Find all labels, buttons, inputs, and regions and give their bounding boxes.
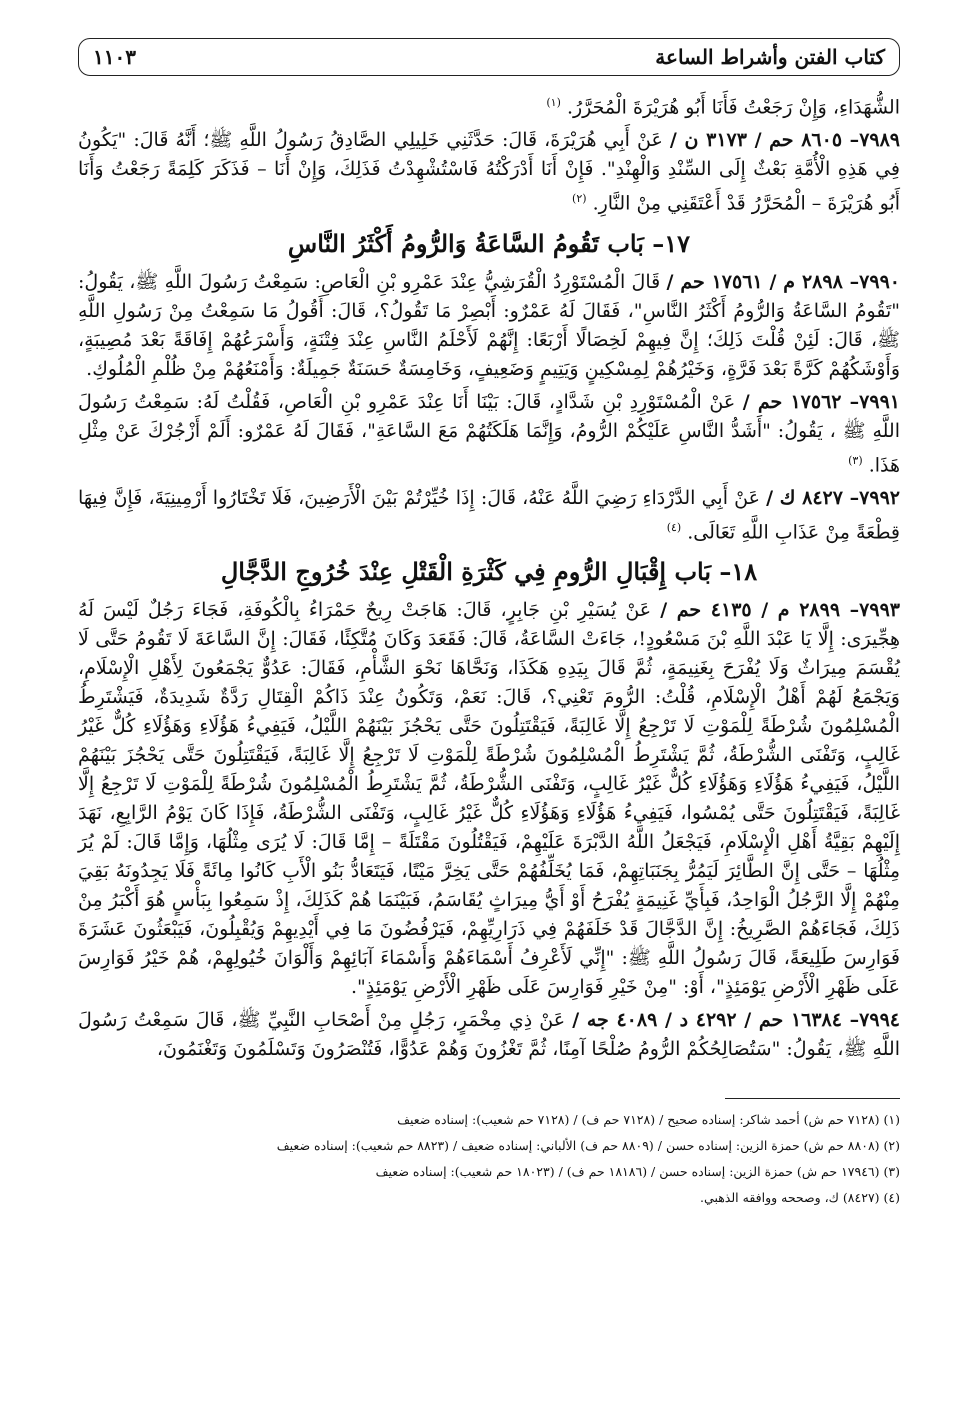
book-title: كتاب الفتن وأشراط الساعة <box>655 45 885 69</box>
footnote-ref: (١) <box>546 96 561 109</box>
footnote-ref: (٤) <box>666 520 682 534</box>
hadith-paragraph <box>78 596 900 1002</box>
hadith-paragraph <box>78 1006 900 1064</box>
hadith-number: ٧٩٩٤– ١٦٣٨٤ حم / ٤٢٩٢ د / ٤٠٨٩ جه / <box>572 1009 900 1032</box>
chapter-heading: ١٨– بَاب إِقْبَالِ الرُّومِ فِي كَثْرَةِ الْقَتْلِ عِنْدَ خُرُوجِ الدَّجَّالِ <box>220 557 758 587</box>
footnote-ref: (٣) <box>848 453 863 467</box>
hadith-text: عَنْ الْمُسْتَوْرِدِ بْنِ شَدَّادٍ، قَالَ: بَيْنَا أَنَا عِنْدَ عَمْرِو بْنِ الْعَاصِ، فَقُلْتُ لَهُ: سَمِعْتُ رَسُولَ اللَّهِ ﷺ ، يَقُولُ: "أَشَدُّ النَّاسِ عَلَيْكُمْ الرُّومُ، وَإِنَّمَا هَلَكَتُهُمْ مَعَ السَّاعَةِ"، فَقَالَ لَهُ عَمْرٌو: أَلَمْ أَزْجُرْكَ عَنْ مِثْلِ هَذَا. <box>78 390 900 476</box>
chapter-heading: ١٧– بَاب تَقُومُ السَّاعَةُ وَالرُّومُ أَكْثَرُ النَّاسِ <box>287 228 691 258</box>
hadith-text: الشُّهَدَاءِ، وَإِنْ رَجَعْتُ فَأَنَا أَبُو هُرَيْرَةَ الْمُحَرَّرُ. <box>566 96 900 119</box>
hadith-paragraph <box>78 268 900 384</box>
hadith-number: ٧٩٩٢– ٨٤٢٧ ك / <box>766 486 900 509</box>
hadith-paragraph <box>78 126 900 218</box>
footnote-ref: (٢) <box>572 192 587 206</box>
hadith-number: ٧٩٩١– ١٧٥٦٢ حم / <box>742 390 900 413</box>
hadith-number: ٧٩٨٩– ٨٦٠٥ حم / ٣١٧٣ ن / <box>669 129 901 152</box>
footnote: (٤) (٨٤٢٧) ك، وصححه ووافقه الذهبي. <box>700 1190 900 1206</box>
hadith-text: عَنْ يُسَيْرِ بْنِ جَابِرٍ، قَالَ: هَاجَتْ رِيحٌ حَمْرَاءُ بِالْكُوفَةِ، فَجَاءَ رَجُلٌ لَيْسَ لَهُ هِجِّيرَى: إِلَّا يَا عَبْدَ اللَّهِ بْنَ مَسْعُودٍ!، جَاءَتْ السَّاعَةُ، قَالَ: فَقَعَدَ وَكَانَ مُتَّكِئًا، فَقَالَ: إِنَّ السَّاعَةَ لَا تَقُومُ حَتَّى لَا يُقْسَمَ مِيرَاثٌ وَلَا يُفْرَحَ بِغَنِيمَةٍ، ثُمَّ قَالَ بِيَدِهِ هَكَذَا، وَنَحَّاهَا نَحْوَ الشَّأْمِ، فَقَالَ: عَدُوٌّ يَجْمَعُونَ لِأَهْلِ الْإِسْلَامِ، وَيَجْمَعُ لَهُمْ أَهْلُ الْإِسْلَامِ، قُلْتُ: الرُّومَ تَعْنِي؟، قَالَ: نَعَمْ، وَتَكُونُ عِنْدَ ذَاكُمْ الْقِتَالِ رَدَّةٌ شَدِيدَةٌ، فَيَشْتَرِطُ الْمُسْلِمُونَ شُرْطَةً لِلْمَوْتِ لَا تَرْجِعُ إِلَّا غَالِبَةً، فَيَقْتَتِلُونَ حَتَّى يَحْجُزَ بَيْنَهُمْ اللَّيْلُ، فَيَفِيءُ هَؤُلَاءِ وَهَؤُلَاءِ كُلٌّ غَيْرُ غَالِبٍ، وَتَفْنَى الشُّرْطَةُ، ثُمَّ يَشْتَرِطُ الْمُسْلِمُونَ شُرْطَةً لِلْمَوْتِ لَا تَرْجِعُ إِلَّا غَالِبَةً، فَيَقْتَتِلُونَ حَتَّى يَحْجُزَ بَيْنَهُمْ اللَّيْلُ، فَيَفِيءُ هَؤُلَاءِ وَهَؤُلَاءِ كُلٌّ غَيْرُ غَالِبٍ، وَتَفْنَى الشُّرْطَةُ، ثُمَّ يَشْتَرِطُ الْمُسْلِمُونَ شُرْطَةً لِلْمَوْتِ لَا تَرْجِعُ إِلَّا غَالِبَةً، فَيَقْتَتِلُونَ حَتَّى يُمْسُوا، فَيَفِيءُ هَؤُلَاءِ وَهَؤُلَاءِ كُلٌّ غَيْرُ غَالِبٍ، وَتَفْنَى الشُّرْطَةُ، فَإِذَا كَانَ يَوْمُ الرَّابِعِ، نَهَدَ إِلَيْهِمْ بَقِيَّةُ أَهْلِ الْإِسْلَامِ، فَيَجْعَلُ اللَّهُ الدَّبْرَةَ عَلَيْهِمْ، فَيَقْتُلُونَ مَقْتَلَةً – إِمَّا قَالَ: لَا يُرَى مِثْلُهَا، وَإِمَّا قَالَ: لَمْ يُرَ مِثْلُهَا – حَتَّى إِنَّ الطَّائِرَ لَيَمُرُّ بِجَنَبَاتِهِمْ، فَمَا يُخَلِّفُهُمْ حَتَّى يَخِرَّ مَيْتًا، فَيَتَعَادُّ بَنُو الْأَبِ كَانُوا مِائَةً فَلَا يَجِدُونَهُ بَقِيَ مِنْهُمْ إِلَّا الرَّجُلُ الْوَاحِدُ، فَبِأَيِّ غَنِيمَةٍ يُفْرَحُ أَوْ أَيُّ مِيرَاثٍ يُقَاسَمُ، فَبَيْنَمَا هُمْ كَذَلِكَ، إِذْ سَمِعُوا بِبَأْسٍ هُوَ أَكْبَرُ مِنْ ذَلِكَ، فَجَاءَهُمْ الصَّرِيخُ: إِنَّ الدَّجَّالَ قَدْ خَلَفَهُمْ فِي ذَرَارِيِّهِمْ، فَيَرْفُضُونَ مَا فِي أَيْدِيهِمْ وَيُقْبِلُونَ، فَيَبْعَثُونَ عَشَرَةَ فَوَارِسَ طَلِيعَةً، قَالَ رَسُولُ اللَّهِ ﷺ: "إِنِّي لَأَعْرِفُ أَسْمَاءَهُمْ وَأَسْمَاءَ آبَائِهِمْ وَأَلْوَانَ خُيُولِهِمْ، هُمْ خَيْرُ فَوَارِسَ عَلَى ظَهْرِ الْأَرْضِ يَوْمَئِذٍ"، أَوْ: "مِنْ خَيْرِ فَوَارِسَ عَلَى ظَهْرِ الْأَرْضِ يَوْمَئِذٍ". <box>78 599 900 999</box>
hadith-paragraph <box>78 88 900 122</box>
footnote-divider <box>725 1098 900 1099</box>
hadith-text: عَنْ ذِي مِخْمَرٍ، رَجُلٍ مِنْ أَصْحَابِ النَّبِيِّ ﷺ، قَالَ سَمِعْتُ رَسُولَ اللَّهِ ﷺ، يَقُولُ: "سَتُصَالِحُكُمْ الرُّومُ صُلْحًا آمِنًا، ثُمَّ تَغْزُونَ وَهُمْ عَدُوًّا، فَتُنْصَرُونَ وَتَسْلَمُونَ وَتَغْنَمُونَ، <box>78 1009 900 1061</box>
hadith-paragraph <box>78 484 900 547</box>
hadith-number: ٧٩٩٠– ٢٨٩٨ م / ١٧٥٦١ حم / <box>666 270 900 293</box>
page-number: ١١٠٣ <box>93 45 136 69</box>
hadith-text: قَالَ الْمُسْتَوْرِدُ الْقُرَشِيُّ عِنْدَ عَمْرِو بْنِ الْعَاصِ: سَمِعْتُ رَسُولَ اللَّهِ ﷺ، يَقُولُ: "تَقُومُ السَّاعَةُ وَالرُّومُ أَكْثَرُ النَّاسِ"، فَقَالَ لَهُ عَمْرٌو: أَبْصِرْ مَا تَقُولُ؟، قَالَ: أَقُولُ مَا سَمِعْتُ مِنْ رَسُولِ اللَّهِ ﷺ، قَالَ: لَئِنْ قُلْتَ ذَلِكَ؛ إِنَّ فِيهِمْ لَخِصَالًا أَرْبَعًا: إِنَّهُمْ لَأَحْلَمُ النَّاسِ عِنْدَ فِتْنَةٍ، وَأَسْرَعُهُمْ إِفَاقَةً بَعْدَ مُصِيبَةٍ، وَأَوْشَكُهُمْ كَرَّةً بَعْدَ فَرَّةٍ، وَخَيْرُهُمْ لِمِسْكِينٍ وَيَتِيمٍ وَضَعِيفٍ، وَخَامِسَةٌ حَسَنَةٌ جَمِيلَةٌ: وَأَمْنَعُهُمْ مِنْ ظُلْمِ الْمُلُوكِ. <box>78 270 900 380</box>
hadith-text: عَنْ أَبِي هُرَيْرَةَ، قَالَ: حَدَّثَنِي خَلِيلِي الصَّادِقُ رَسُولُ اللَّهِ ﷺ؛ أَنَّهُ قَالَ: "يَكُونُ فِي هَذِهِ الْأُمَّةِ بَعْثٌ إِلَى السِّنْدِ وَالْهِنْدِ". فَإِنْ أَنَا أَدْرَكْتُهُ فَاسْتُشْهِدْتُ فَذَلِكَ، وَإِنْ أَنَا – فَذَكَرَ كَلِمَةً رَجَعْتُ وَأَنَا أَبُو هُرَيْرَةَ – الْمُحَرَّرُ قَدْ أَعْتَقَنِي مِنْ النَّارِ. <box>78 129 900 215</box>
hadith-paragraph <box>78 388 900 480</box>
hadith-text: عَنْ أَبِي الدَّرْدَاءِ رَضِيَ اللَّهُ عَنْهُ، قَالَ: إِذَا خُيِّرْتُمْ بَيْنَ الْأَرَضِينَ، فَلَا تَخْتَارُوا أَرْمِينِيَةَ، فَإِنَّ فِيهَا قِطْعَةً مِنْ عَذَابِ اللَّهِ تَعَالَى. <box>78 486 900 544</box>
page <box>78 38 900 1211</box>
footnote: (١) (٧١٢٨ حم ش) أحمد شاكر: إسناده صحيح / (٧١٢٨ حم ف) / (٧١٢٨ حم شعيب): إسناده ضعيف <box>397 1112 900 1128</box>
footnote: (٢) (٨٨٠٨ حم ش) حمزة الزين: إسناده حسن / (٨٨٠٩ حم ف) الألباني: إسناده ضعيف / (٨٨٢٣ حم شعيب): إسناده ضعيف <box>276 1138 900 1154</box>
footnote: (٣) (١٧٩٤٦ حم ش) حمزة الزين: إسناده حسن / (١٨١٨٦ حم ف) / (١٨٠٢٣ حم شعيب): إسناده ضعيف <box>375 1164 900 1180</box>
page-body <box>78 88 900 1211</box>
page-header <box>78 38 900 76</box>
hadith-number: ٧٩٩٣– ٢٨٩٩ م / ٤١٣٥ حم / <box>660 599 900 622</box>
